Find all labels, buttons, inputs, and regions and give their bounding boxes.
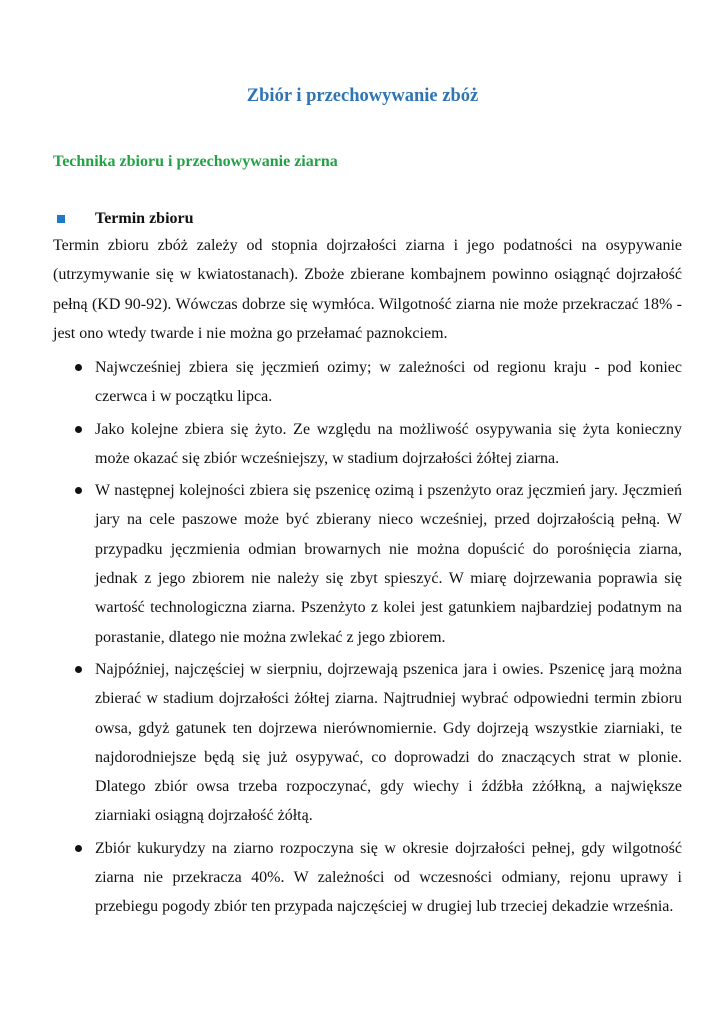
subsection-heading bbox=[53, 210, 194, 228]
section-heading: Technika zbioru i przechowywanie ziarna bbox=[53, 153, 338, 170]
list-item-text: Zbiór kukurydzy na ziarno rozpoczyna się w okresie dojrzałości pełnej, gdy wilgotność ziarna nie przekracza 40%. W zależności od wczesności odmiany, rejonu uprawy i przebiegu pogody zbiór ten przypada najczęściej w drugiej lub trzeciej dekadzie września. bbox=[95, 839, 682, 916]
round-bullet-icon bbox=[75, 845, 82, 852]
list-item-text: Najwcześniej zbiera się jęczmień ozimy; w zależności od regionu kraju - pod koniec czerwca i w początku lipca. bbox=[95, 359, 682, 406]
round-bullet-icon bbox=[75, 426, 82, 433]
list-item-text: W następnej kolejności zbiera się pszenicę ozimą i pszenżyto oraz jęczmień jary. Jęczmień jary na cele paszowe może być zbierany nieco wcześniej, przed dojrzałością pełną. W przypadku jęczmienia odmian browarnych nie można dopuścić do porośnięcia ziarna, jednak z jego zbiorem nie należy się zbyt spieszyć. W miarę dojrzewania poprawia się wartość technologiczna ziarna. Pszenżyto z kolei jest gatunkiem najbardziej podatnym na porastanie, dlatego nie można zwlekać z jego zbiorem. bbox=[95, 482, 682, 646]
subsection-heading-text: Termin zbioru bbox=[95, 210, 194, 227]
bullet-list bbox=[53, 353, 682, 925]
list-item bbox=[53, 353, 682, 412]
intro-paragraph: Termin zbioru zbóż zależy od stopnia dojrzałości ziarna i jego podatności na osypywanie (utrzymywanie się w kwiatostanach). Zboże zbierane kombajnem powinno osiągnąć dojrzałość pełną (KD 90-92). Wówczas dobrze się wymłóca. Wilgotność ziarna nie może przekraczać 18% - jest ono wtedy twarde i nie można go przełamać paznokciem. bbox=[53, 237, 682, 342]
document-title: Zbiór i przechowywanie zbóż bbox=[246, 86, 479, 106]
list-item bbox=[53, 476, 682, 652]
list-item bbox=[53, 415, 682, 474]
list-item-text: Najpóźniej, najczęściej w sierpniu, dojrzewają pszenica jara i owies. Pszenicę jarą można zbierać w stadium dojrzałości żółtej ziarna. Najtrudniej wybrać odpowiedni termin zbioru owsa, gdyż gatunek ten dojrzewa nierównomiernie. Gdy dojrzeją wszystkie ziarniaki, te najdorodniejsze będą się już osypywać, co doprowadzi do znaczących strat w plonie. Dlatego zbiór owsa trzeba rozpoczynać, gdy wiechy i źdźbła zżółkną, a największe ziarniaki osiągną dojrzałość żółtą. bbox=[95, 660, 682, 825]
round-bullet-icon bbox=[75, 487, 82, 494]
list-item bbox=[53, 655, 682, 831]
list-item-text: Jako kolejne zbiera się żyto. Ze względu na możliwość osypywania się żyta konieczny może okazać się zbiór wcześniejszy, w stadium dojrzałości żółtej ziarna. bbox=[95, 420, 682, 467]
round-bullet-icon bbox=[75, 364, 82, 371]
square-bullet-icon bbox=[57, 215, 65, 223]
list-item bbox=[53, 834, 682, 922]
round-bullet-icon bbox=[75, 666, 82, 673]
